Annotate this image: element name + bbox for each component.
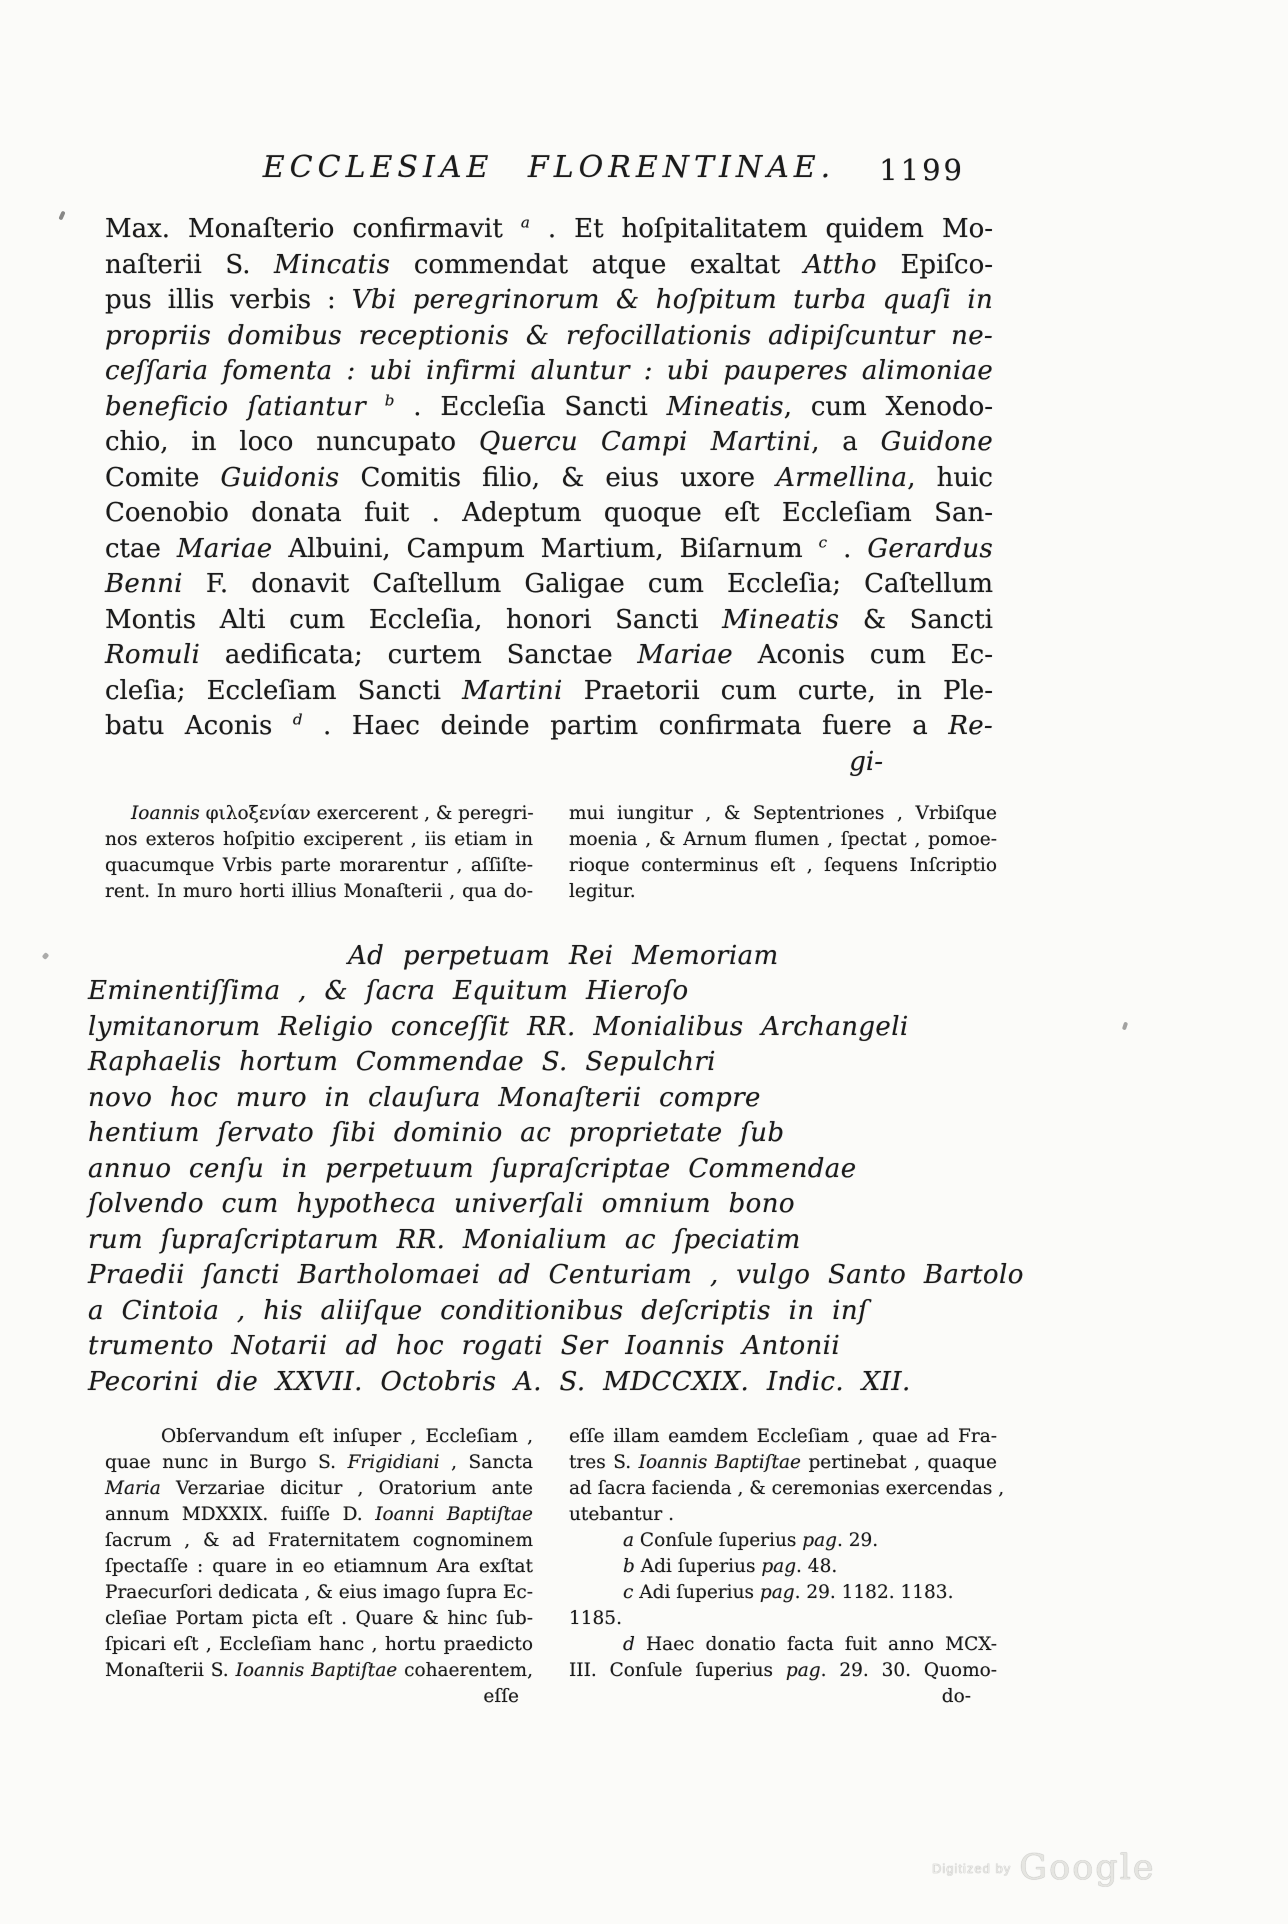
text-line: c Adi ſuperius pag. 29. 1182. 1183. xyxy=(623,1582,954,1603)
text-line: lymitanorum Religio conceſſit RR. Monialibus Archangeli xyxy=(88,1011,909,1042)
catchword-main: gi- xyxy=(849,747,883,777)
text-line: b Adi ſuperius pag. 48. xyxy=(623,1556,838,1577)
text-line: chio, in loco nuncupato Quercu Campi Martini, a Guidone xyxy=(105,427,993,457)
footnote-block-bottom xyxy=(105,1424,1005,1710)
page-header xyxy=(105,150,993,194)
text-line: moenia , & Arnum flumen , ſpectat , pomoe- xyxy=(569,829,997,850)
text-line: cleſiae Portam picta eſt . Quare & hinc ſub- xyxy=(105,1608,533,1629)
scan-speck xyxy=(58,211,65,221)
inscription-heading: Ad perpetuam Rei Memoriam xyxy=(348,941,779,971)
text-line: quae nunc in Burgo S. Frigidiani , Sancta xyxy=(105,1452,533,1473)
text-line: ceſſaria fomenta : ubi infirmi aluntur : ubi pauperes alimoniae xyxy=(105,356,993,386)
footnote-block-top xyxy=(105,801,1005,905)
text-line: propriis domibus receptionis & refocillationis adipiſcuntur ne- xyxy=(105,320,993,351)
text-line: d Haec donatio facta fuit anno MCX- xyxy=(623,1634,997,1655)
text-line: rum ſupraſcriptarum RR. Monialium ac ſpeciatim xyxy=(88,1224,801,1255)
text-line: utebantur . xyxy=(569,1504,675,1525)
text-line: nos exteros hoſpitio exciperent , iis etiam in xyxy=(105,829,533,850)
text-line: Praecurſori dedicata , & eius imago ſupra Ec- xyxy=(105,1582,533,1603)
text-line: rioque conterminus eſt , ſequens Inſcriptio xyxy=(569,855,997,876)
text-line: Praedii ſancti Bartholomaei ad Centuriam , vulgo Santo Bartolo xyxy=(88,1260,1024,1290)
text-line: hentium ſervato ſibi dominio ac proprietate ſub xyxy=(88,1118,785,1148)
footnote-bottom-left-column xyxy=(105,1424,533,1710)
text-line: rent. In muro horti illius Monaſterii , qua do- xyxy=(105,881,533,902)
catchword-footnote-right: do- xyxy=(941,1686,971,1707)
inscription-lines xyxy=(88,974,1024,1400)
text-line: a Cintoia , his aliiſque conditionibus deſcriptis in inſ xyxy=(88,1295,868,1326)
main-text-paragraph xyxy=(105,212,993,745)
text-line: quacumque Vrbis parte morarentur , aſſiſte- xyxy=(105,855,533,876)
footnote-bottom-right-column xyxy=(569,1424,1005,1710)
text-line: Comite Guidonis Comitis filio, & eius uxore Armellina, huic xyxy=(105,462,993,493)
text-line: ſacrum , & ad Fraternitatem cognominem xyxy=(105,1530,533,1551)
google-logo: Google xyxy=(1019,1848,1156,1888)
text-line: novo hoc muro in clauſura Monaſterii compre xyxy=(88,1082,761,1113)
text-line: pus illis verbis : Vbi peregrinorum & hoſpitum turba quaſi in xyxy=(105,285,994,315)
footnote-top-right-column xyxy=(569,801,997,905)
text-line: legitur. xyxy=(569,881,636,902)
text-line: eſſe illam eamdem Eccleſiam , quae ad Fra- xyxy=(569,1426,997,1447)
text-line: beneficio ſatiantur $^b$ . Eccleſia Sancti Mineatis, cum Xenodo- xyxy=(105,390,994,422)
text-line: Raphaelis hortum Commendae S. Sepulchri xyxy=(88,1047,716,1077)
text-line: Romuli aedificata; curtem Sanctae Mariae Aconis cum Ec- xyxy=(105,640,993,670)
text-line: batu Aconis $^d$ . Haec deinde partim confirmata fuere a Re- xyxy=(105,710,993,741)
text-line: Coenobio donata fuit . Adeptum quoque eſt Eccleſiam San- xyxy=(105,498,993,528)
footnote-bottom-left-lines xyxy=(105,1424,533,1684)
text-line: Eminentiſſima , & ſacra Equitum Hieroſo xyxy=(88,976,689,1006)
text-line: Benni F. donavit Caſtellum Galigae cum Eccleſia; Caſtellum xyxy=(105,569,993,599)
text-line: Max. Monaſterio confirmavit $^a$ . Et hoſpitalitatem quidem Mo- xyxy=(105,213,994,244)
text-line: Pecorini die XXVII. Octobris A. S. MDCCXIX. Indic. XII. xyxy=(88,1366,911,1397)
footnote-top-left-column xyxy=(105,801,533,905)
text-line: annuo cenſu in perpetuum ſupraſcriptae Commendae xyxy=(88,1153,857,1184)
scan-speck xyxy=(1122,1022,1128,1031)
text-line: tres S. Ioannis Baptiſtae pertinebat , quaque xyxy=(569,1452,997,1473)
text-line: cleſia; Eccleſiam Sancti Martini Praetorii cum curte, in Ple- xyxy=(105,675,993,706)
text-line: ſpectaſſe : quare in eo etiamnum Ara exſtat xyxy=(105,1556,533,1577)
text-line: naſterii S. Mincatis commendat atque exaltat Attho Epiſco- xyxy=(105,249,994,280)
catchword-footnote-left: eſſe xyxy=(483,1686,519,1707)
text-line: annum MDXXIX. fuiſſe D. Ioanni Baptiſtae xyxy=(105,1504,533,1525)
text-line: Monaſterii S. Ioannis Baptiſtae cohaerentem, xyxy=(105,1660,533,1681)
text-line: ad ſacra facienda , & ceremonias exercendas , xyxy=(569,1478,1005,1499)
scan-speck xyxy=(42,952,50,960)
page-number: 1199 xyxy=(879,153,965,187)
text-line: ctae Mariae Albuini, Campum Martium, Biſarnum $^c$ . Gerardus xyxy=(105,532,994,564)
text-line: Montis Alti cum Eccleſia, honori Sancti Mineatis & Sancti xyxy=(105,604,993,635)
text-line: a Conſule ſuperius pag. 29. xyxy=(623,1530,879,1551)
watermark-prefix-label: Digitized by xyxy=(932,1860,1012,1876)
inscription-block xyxy=(88,938,1024,1400)
running-title: ECCLESIAE FLORENTINAE. xyxy=(262,150,836,185)
text-line: ſolvendo cum hypotheca univerſali omnium bono xyxy=(88,1189,795,1219)
text-line: III. Conſule ſuperius pag. 29. 30. Quomo- xyxy=(569,1660,998,1681)
text-line: Obſervandum eſt inſuper , Eccleſiam , xyxy=(161,1426,533,1447)
text-line: ſpicari eſt , Eccleſiam hanc , hortu praedicto xyxy=(105,1634,533,1655)
text-line: 1185. xyxy=(569,1608,622,1629)
footnote-bottom-right-lines xyxy=(569,1424,1005,1684)
watermark xyxy=(932,1848,1156,1888)
text-line: trumento Notarii ad hoc rogati Ser Ioannis Antonii xyxy=(88,1331,841,1361)
text-line: mui iungitur , & Septentriones , Vrbiſque xyxy=(569,803,997,824)
text-line: Ioannis φιλοξενίαν exercerent , & peregri- xyxy=(131,803,534,824)
text-line: Maria Verzariae dicitur , Oratorium ante xyxy=(105,1478,533,1499)
